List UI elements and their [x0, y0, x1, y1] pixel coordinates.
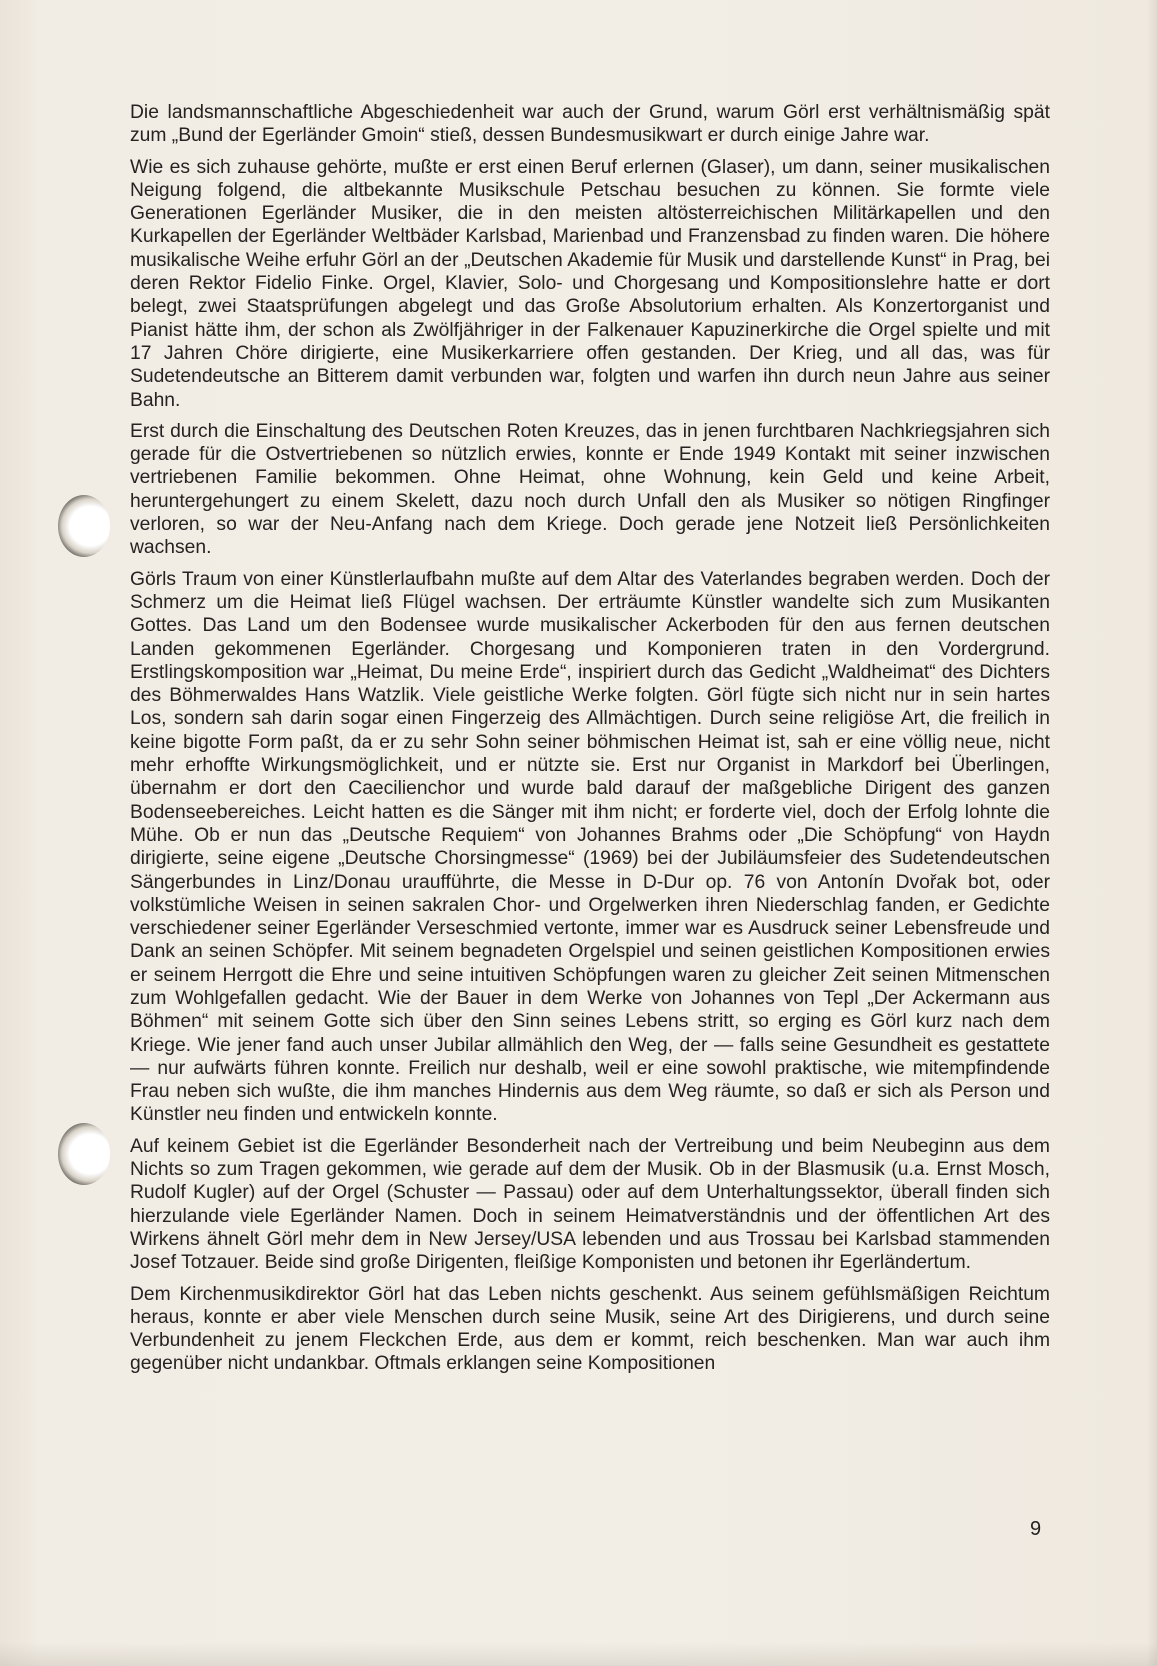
page-edge-shadow-right [1147, 0, 1157, 1666]
paragraph: Dem Kirchenmusikdirektor Görl hat das Leben nichts geschenkt. Aus seinem gefühlsmäßigen Reichtum heraus, konnte er aber viele Menschen durch seine Musik, seine Art des Dirigierens, und durch seine Verbundenheit zu jenem Fleckchen Erde, aus dem er kommt, reich beschenken. Man war auch ihm gegenüber nicht undankbar. Oftmals erklangen seine Kompositionen [130, 1283, 1050, 1375]
punch-hole-icon [58, 1123, 110, 1185]
punch-hole-icon [58, 495, 110, 557]
page-edge-shadow-bottom [0, 1642, 1157, 1666]
body-text [130, 101, 1050, 1384]
paragraph: Görls Traum von einer Künstlerlaufbahn mußte auf dem Altar des Vaterlandes begraben werden. Doch der Schmerz um die Heimat ließ Flügel wachsen. Der erträumte Künstler wandelte sich zum Musikanten Gottes. Das Land um den Bodensee wurde musikalischer Ackerboden für den aus fernen deutschen Landen gekommenen Egerländer. Chorgesang und Komponieren traten in den Vordergrund. Erstlingskomposition war „Heimat, Du meine Erde“, inspiriert durch das Gedicht „Waldheimat“ des Dichters des Böhmerwaldes Hans Watzlik. Viele geistliche Werke folgten. Görl fügte sich nicht nur in sein hartes Los, sondern sah darin sogar einen Fingerzeig des Allmächtigen. Durch seine religiöse Art, die freilich in keine bigotte Form paßt, da er zu sehr Sohn seiner böhmischen Heimat ist, sah er eine völlig neue, nicht mehr erhoffte Wirkungsmöglichkeit, und er nützte sie. Erst nur Organist in Markdorf bei Überlingen, übernahm er dort den Caecilienchor und wurde bald darauf der maßgebliche Dirigent des ganzen Bodenseebereiches. Leicht hatten es die Sänger mit ihm nicht; er forderte viel, doch der Erfolg lohnte die Mühe. Ob er nun das „Deutsche Requiem“ von Johannes Brahms oder „Die Schöpfung“ von Haydn dirigierte, seine eigene „Deutsche Chorsingmesse“ (1969) bei der Jubiläumsfeier des Sudetendeutschen Sängerbundes in Linz/Donau uraufführte, die Messe in D-Dur op. 76 von Antonín Dvořak bot, oder volkstümliche Weisen in seinen sakralen Chor- und Orgelwerken ihren Niederschlag fanden, er Gedichte verschiedener seiner Egerländer Verseschmied vertonte, immer war es Ausdruck seiner Lebensfreude und Dank an seinen Schöpfer. Mit seinem begnadeten Orgelspiel und seinen geistlichen Kompositionen erwies er seinem Herrgott die Ehre und seine intuitiven Schöpfungen waren zu gleicher Zeit seinen Mitmenschen zum Wohlgefallen gedacht. Wie der Bauer in dem Werke von Johannes von Tepl „Der Ackermann aus Böhmen“ mit seinem Gotte sich über den Sinn seines Lebens stritt, so erging es Görl kurz nach dem Kriege. Wie jener fand auch unser Jubilar allmählich den Weg, der — falls seine Gesundheit es gestattete — nur aufwärts führen konnte. Freilich nur deshalb, weil er eine sowohl praktische, wie mitempfindende Frau neben sich wußte, die ihm manches Hindernis aus dem Weg räumte, so daß er sich als Person und Künstler neu finden und entwickeln konnte. [130, 568, 1050, 1126]
paragraph: Erst durch die Einschaltung des Deutschen Roten Kreuzes, das in jenen furchtbaren Nachkriegsjahren sich gerade für die Ostvertriebenen so nützlich erwies, konnte er Ende 1949 Kontakt mit seiner inzwischen vertriebenen Familie bekommen. Ohne Heimat, ohne Wohnung, kein Geld und keine Arbeit, heruntergehungert zu einem Skelett, dazu noch durch Unfall den als Musiker so nötigen Ringfinger verloren, so war der Neu-Anfang nach dem Kriege. Doch gerade jene Notzeit ließ Persönlichkeiten wachsen. [130, 420, 1050, 559]
paragraph: Auf keinem Gebiet ist die Egerländer Besonderheit nach der Vertreibung und beim Neubeginn aus dem Nichts so zum Tragen gekommen, wie gerade auf dem der Musik. Ob in der Blasmusik (u.a. Ernst Mosch, Rudolf Kugler) auf der Orgel (Schuster — Passau) oder auf dem Unterhaltungssektor, überall finden sich hierzulande viele Egerländer Namen. Doch in seinem Heimatverständnis und der öffentlichen Art des Wirkens ähnelt Görl mehr dem in New Jersey/USA lebenden und aus Trossau bei Karlsbad stammenden Josef Totzauer. Beide sind große Dirigenten, fleißige Komponisten und betonen ihr Egerländertum. [130, 1135, 1050, 1274]
paragraph: Die landsmannschaftliche Abgeschiedenheit war auch der Grund, warum Görl erst verhältnismäßig spät zum „Bund der Egerländer Gmoin“ stieß, dessen Bundesmusikwart er durch einige Jahre war. [130, 102, 1050, 147]
paragraph: Wie es sich zuhause gehörte, mußte er erst einen Beruf erlernen (Glaser), um dann, seiner musikalischen Neigung folgend, die altbekannte Musikschule Petschau besuchen zu können. Sie formte viele Generationen Egerländer Musiker, die in den meisten altösterreichischen Militärkapellen und den Kurkapellen der Egerländer Weltbäder Karlsbad, Marienbad und Franzensbad zu finden waren. Die höhere musikalische Weihe erfuhr Görl an der „Deutschen Akademie für Musik und darstellende Kunst“ in Prag, bei deren Rektor Fidelio Finke. Orgel, Klavier, Solo- und Chorgesang und Kompositionslehre hatte er dort belegt, zwei Staatsprüfungen abgelegt und das Große Absolutorium erhalten. Als Konzertorganist und Pianist hätte ihm, der schon als Zwölfjähriger in der Falkenauer Kapuzinerkirche die Orgel spielte und mit 17 Jahren Chöre dirigierte, eine Musikerkarriere offen gestanden. Der Krieg, und all das, was für Sudetendeutsche an Bitterem damit verbunden war, folgten und warfen ihn durch neun Jahre aus seiner Bahn. [130, 156, 1050, 411]
page-number: 9 [1030, 1518, 1042, 1540]
